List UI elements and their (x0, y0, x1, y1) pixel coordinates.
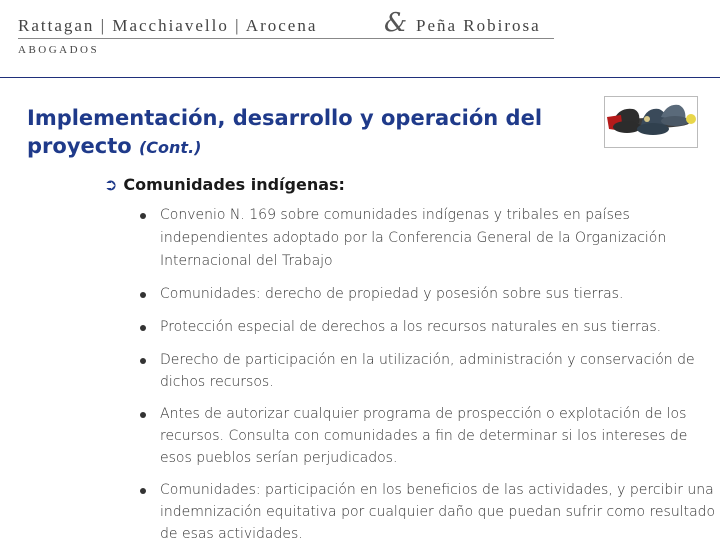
bullet-text: Antes de autorizar cualquier programa de prospección o explotación de los recursos. Consulta con comunidades a fin de determinar si los intereses de esos pueblos serían perjudicados. (160, 406, 688, 466)
firm-name (18, 8, 558, 38)
list-item (138, 349, 718, 393)
header-rule (18, 38, 554, 39)
slide-title-suffix: (Cont.) (138, 138, 202, 157)
hats-image (604, 96, 698, 148)
section-heading (104, 175, 345, 194)
bullet-text: Convenio N. 169 sobre comunidades indígenas y tribales en países independientes adoptado por la Conferencia General de la Organización Internacional del Trabajo (160, 207, 667, 269)
section-arrow-icon: ➲ (104, 175, 118, 194)
bullet-dot-icon (140, 325, 146, 331)
bullet-dot-icon (140, 358, 146, 364)
hats-illustration (605, 97, 697, 147)
list-item (138, 283, 718, 306)
firm-header (0, 0, 720, 78)
bullet-dot-icon (140, 488, 146, 494)
section-heading-text: Comunidades indígenas: (123, 175, 345, 194)
bullet-dot-icon (140, 292, 146, 298)
bullet-list (138, 204, 718, 555)
list-item (138, 479, 718, 545)
bullet-text: Protección especial de derechos a los recursos naturales en sus tierras. (160, 319, 662, 335)
bullet-dot-icon (140, 412, 146, 418)
ampersand-glyph: & (384, 8, 410, 38)
firm-name-part1: Rattagan | Macchiavello | Arocena (18, 16, 318, 35)
firm-name-part2: Peña Robirosa (416, 16, 541, 35)
bullet-text: Comunidades: participación en los beneficios de las actividades, y percibir una indemnización equitativa por cualquier daño que puedan sufrir como resultado de esas actividades. (160, 482, 716, 542)
list-item (138, 403, 718, 469)
slide-title-main: Implementación, desarrollo y operación del proyecto (27, 106, 543, 158)
list-item (138, 316, 718, 339)
list-item (138, 204, 718, 273)
header-divider (0, 77, 720, 78)
bullet-text: Derecho de participación en la utilización, administración y conservación de dichos recursos. (160, 352, 695, 390)
slide-title (27, 104, 587, 162)
bullet-dot-icon (140, 213, 146, 219)
bullet-text: Comunidades: derecho de propiedad y posesión sobre sus tierras. (160, 286, 624, 302)
firm-subtitle: ABOGADOS (18, 44, 100, 56)
